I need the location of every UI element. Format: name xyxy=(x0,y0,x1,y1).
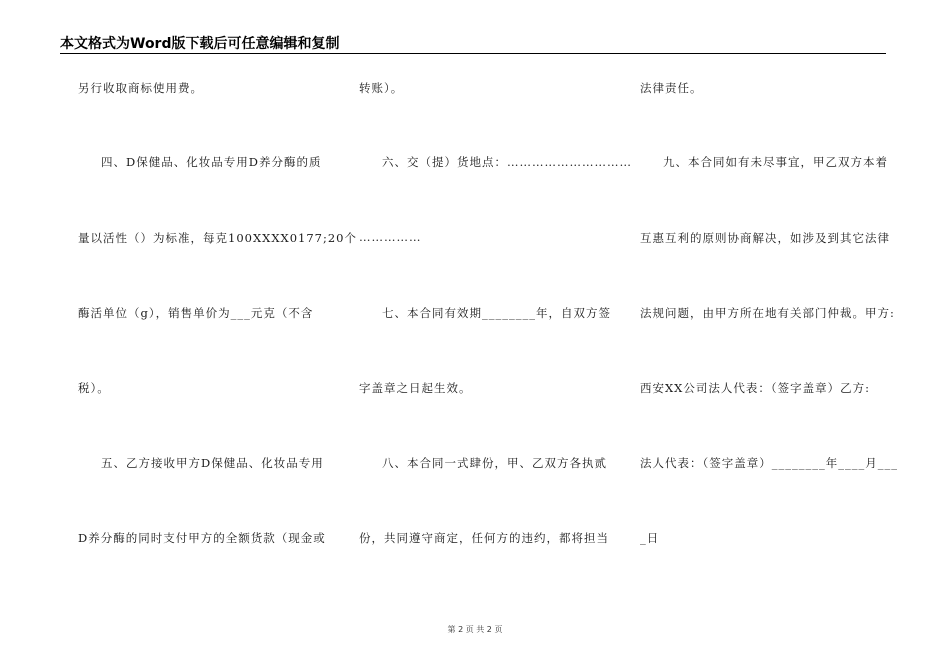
text-line: 另行收取商标使用费。 xyxy=(78,81,203,95)
text-line: 互惠互利的原则协商解决，如涉及到其它法律 xyxy=(640,231,890,245)
text-line: 酶活单位（g），销售单价为___元克（不含 xyxy=(78,306,314,320)
text-line: 九、本合同如有未尽事宜，甲乙双方本着 xyxy=(663,155,888,169)
text-line: 七、本合同有效期________年，自双方签 xyxy=(382,306,611,320)
text-line: 法人代表：（签字盖章）________年____月___ xyxy=(640,456,898,470)
text-line: 字盖章之日起生效。 xyxy=(359,381,472,395)
text-line: 法律责任。 xyxy=(640,81,703,95)
text-line: 转账）。 xyxy=(359,81,404,95)
page-number: 第 2 页 共 2 页 xyxy=(447,625,503,634)
text-line: 税）。 xyxy=(78,381,110,395)
header-divider xyxy=(60,53,886,54)
text-line: 六、交（提）货地点：………………………… xyxy=(382,155,632,169)
text-line: 八、本合同一式肆份，甲、乙双方各执贰 xyxy=(382,456,607,470)
text-line: D养分酶的同时支付甲方的全额货款（现金或 xyxy=(78,531,326,545)
text-line: 份，共同遵守商定，任何方的违约，都将担当 xyxy=(359,531,609,545)
text-line: 量以活性（）为标准，每克100XXXX0177;20个 xyxy=(78,231,357,245)
text-line: 西安XX公司法人代表：（签字盖章）乙方: xyxy=(640,381,870,395)
text-line: _日 xyxy=(640,531,660,545)
document-header-title: 本文格式为Word版下载后可任意编辑和复制 xyxy=(60,36,340,52)
text-line: 四、D保健品、化妆品专用D养分酶的质 xyxy=(101,155,322,169)
text-line: 五、乙方接收甲方D保健品、化妆品专用 xyxy=(101,456,324,470)
text-line: …………… xyxy=(359,230,422,244)
text-line: 法规问题，由甲方所在地有关部门仲裁。甲方: xyxy=(640,306,895,320)
